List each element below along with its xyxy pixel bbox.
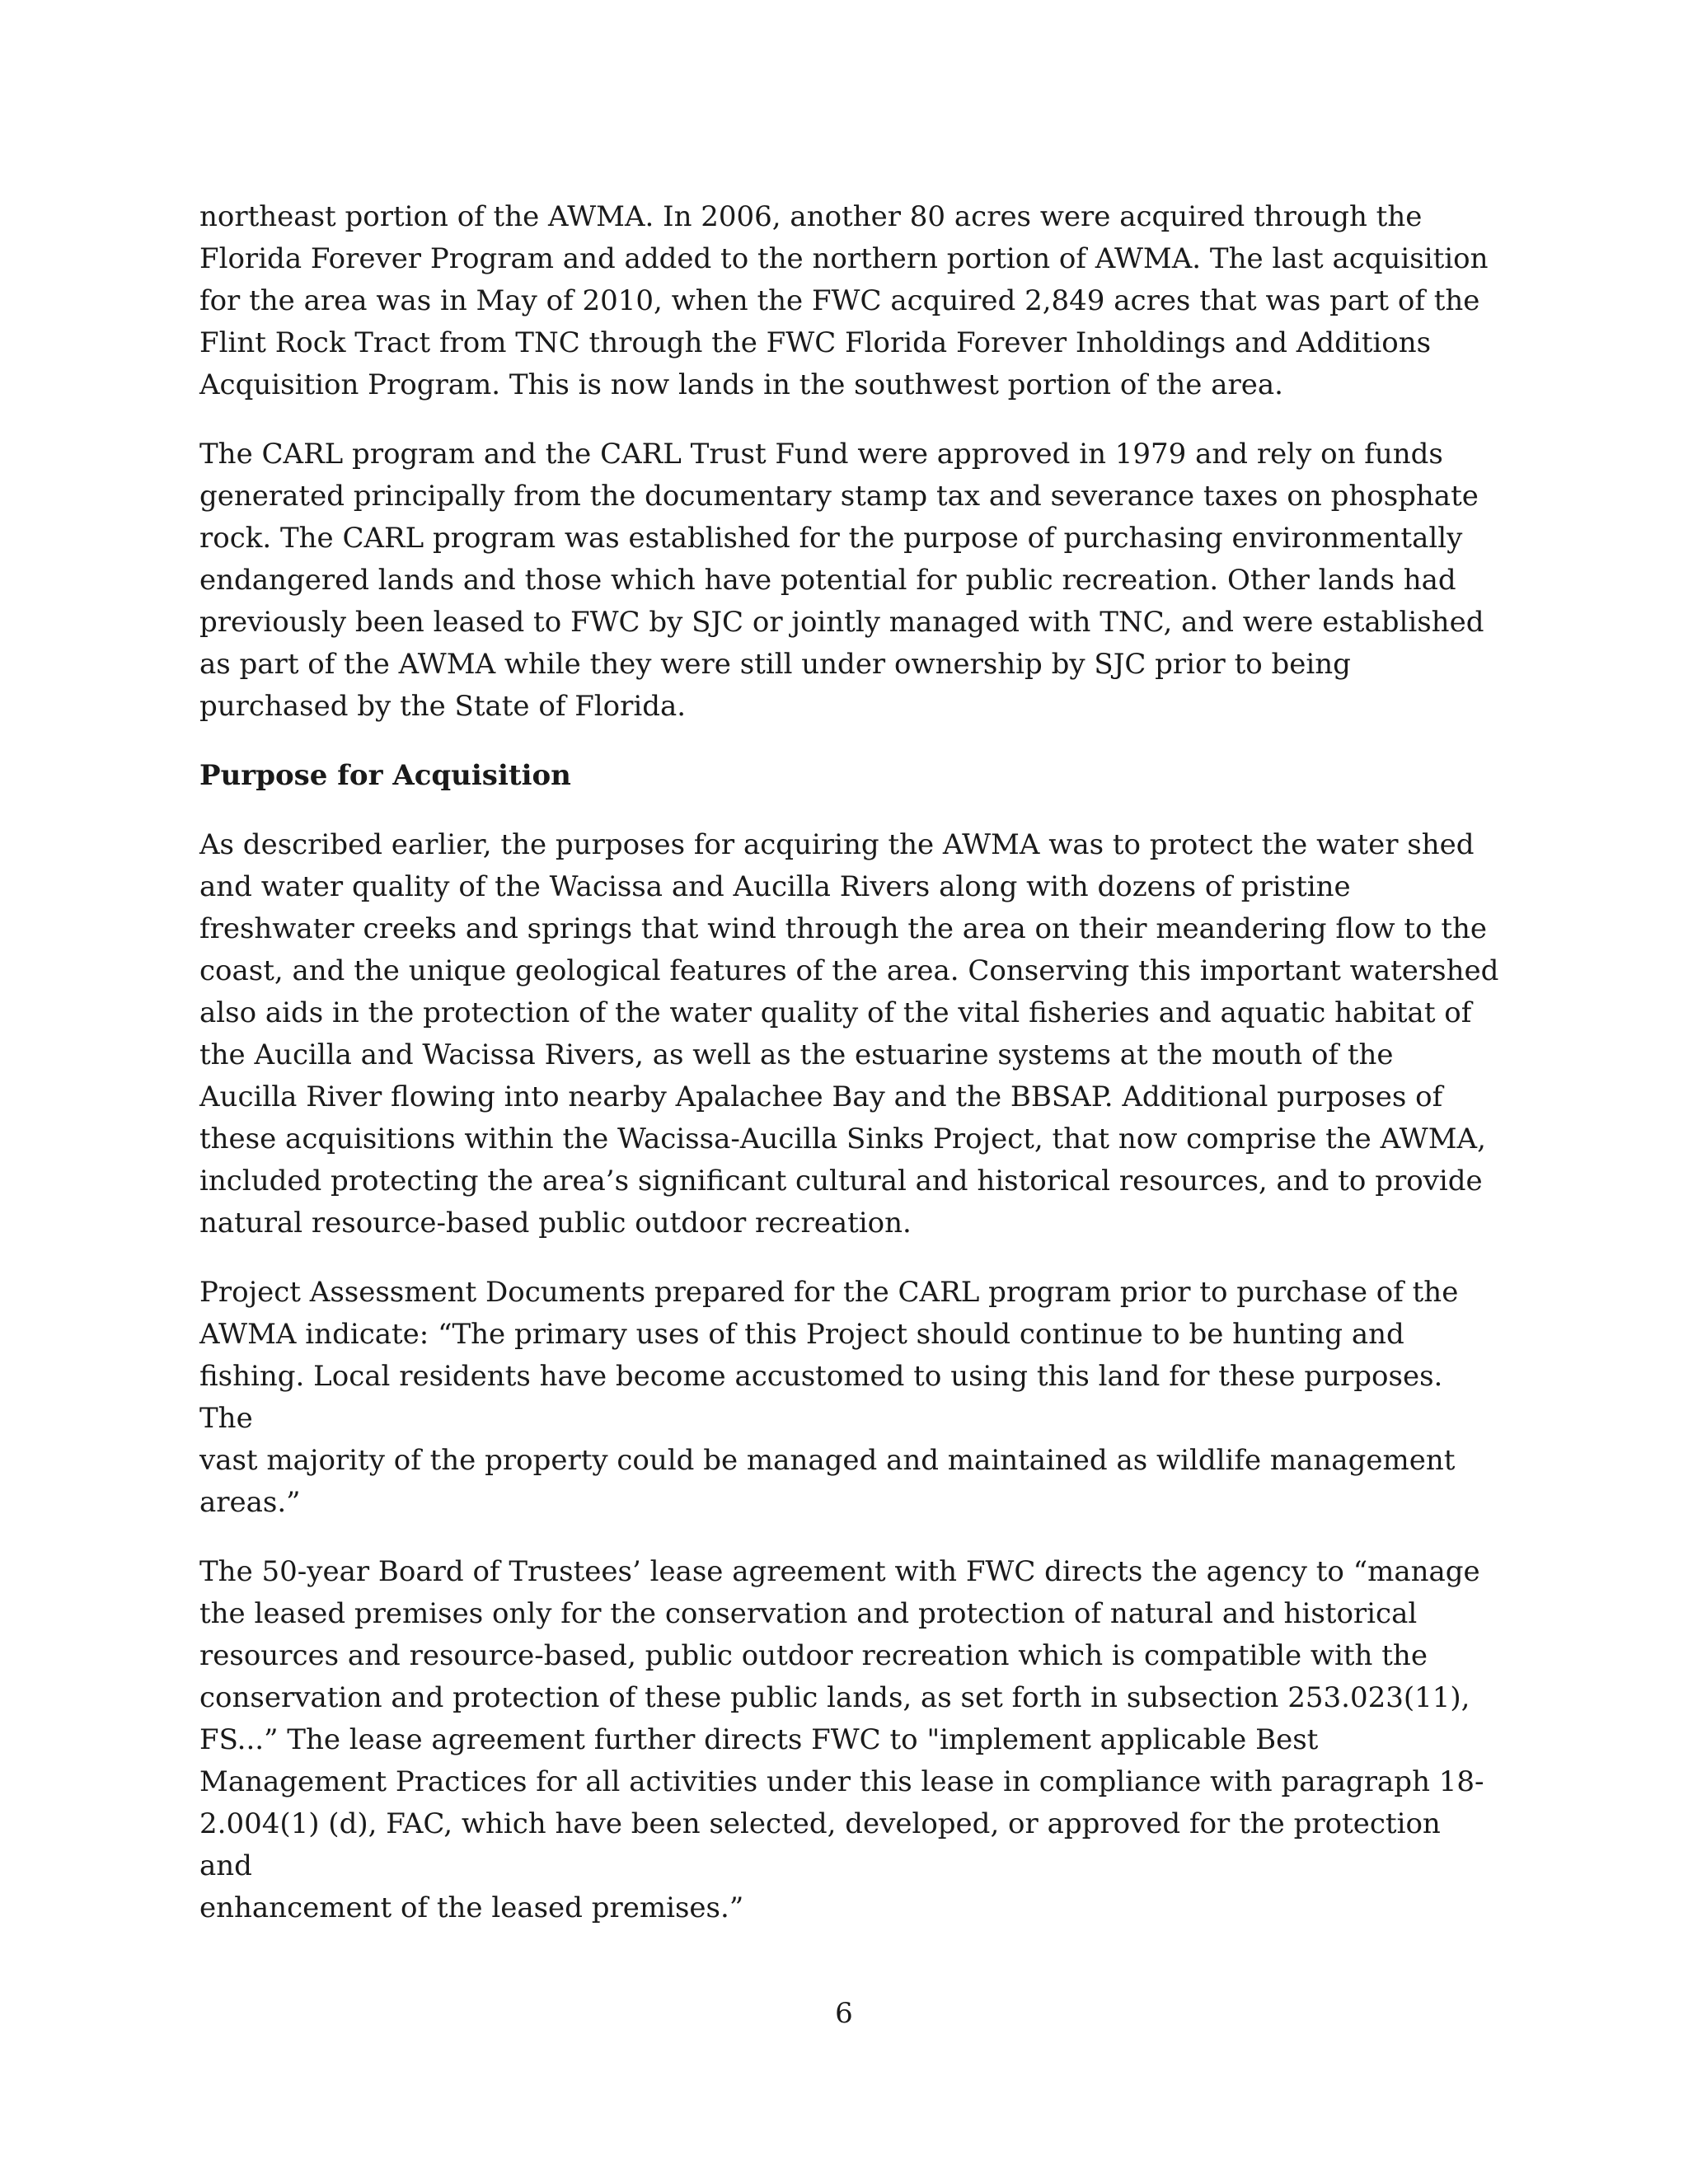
- paragraph-purposes: As described earlier, the purposes for acquiring the AWMA was to protect the water shed and water quality of the Wacissa and Aucilla Rivers along with dozens of pristine freshwater creeks and springs that wind through the area on their meandering flow to the coast, and the unique geological features of the area. Conserving this important watershed also aids in the protection of the water quality of the vital fisheries and aquatic habitat of the Aucilla and Wacissa Rivers, as well as the estuarine systems at the mouth of the Aucilla River flowing into nearby Apalachee Bay and the BBSAP. Additional purposes of these acquisitions within the Wacissa-Aucilla Sinks Project, that now comprise the AWMA, included protecting the area’s significant cultural and historical resources, and to provide natural resource-based public outdoor recreation.: [199, 828, 1499, 1240]
- paragraph-acquisition-history: northeast portion of the AWMA. In 2006, another 80 acres were acquired through the Florida Forever Program and added to the northern portion of AWMA. The last acquisition for the area was in May of 2010, when the FWC acquired 2,849 acres that was part of the Flint Rock Tract from TNC through the FWC Florida Forever Inholdings and Additions Acquisition Program. This is now lands in the southwest portion of the area.: [199, 200, 1489, 401]
- page-number: 6: [835, 1997, 853, 2030]
- paragraph-project-assessment: Project Assessment Documents prepared for the CARL program prior to purchase of the AWMA indicate: “The primary uses of this Project should continue to be hunting and fishing. Local residents have become accustomed to using this land for these purposes. The vast majority of the property could be managed and maintained as wildlife management areas.”: [199, 1276, 1459, 1519]
- page-body: [199, 196, 1502, 1957]
- paragraph-lease-agreement: The 50-year Board of Trustees’ lease agreement with FWC directs the agency to “manage the leased premises only for the conservation and protection of natural and historical resources and resource-based, public outdoor recreation which is compatible with the conservation and protection of these public lands, as set forth in subsection 253.023(11), FS...” The lease agreement further directs FWC to "implement applicable Best Management Practices for all activities under this lease in compliance with paragraph 18- 2.004(1) (d), FAC, which have been selected, developed, or approved for the protection and enhancement of the leased premises.”: [199, 1555, 1484, 1924]
- section-heading-purpose: Purpose for Acquisition: [199, 759, 571, 792]
- paragraph-carl-program: The CARL program and the CARL Trust Fund were approved in 1979 and rely on funds generated principally from the documentary stamp tax and severance taxes on phosphate rock. The CARL program was established for the purpose of purchasing environmentally endangered lands and those which have potential for public recreation. Other lands had previously been leased to FWC by SJC or jointly managed with TNC, and were established as part of the AWMA while they were still under ownership by SJC prior to being purchased by the State of Florida.: [199, 438, 1484, 723]
